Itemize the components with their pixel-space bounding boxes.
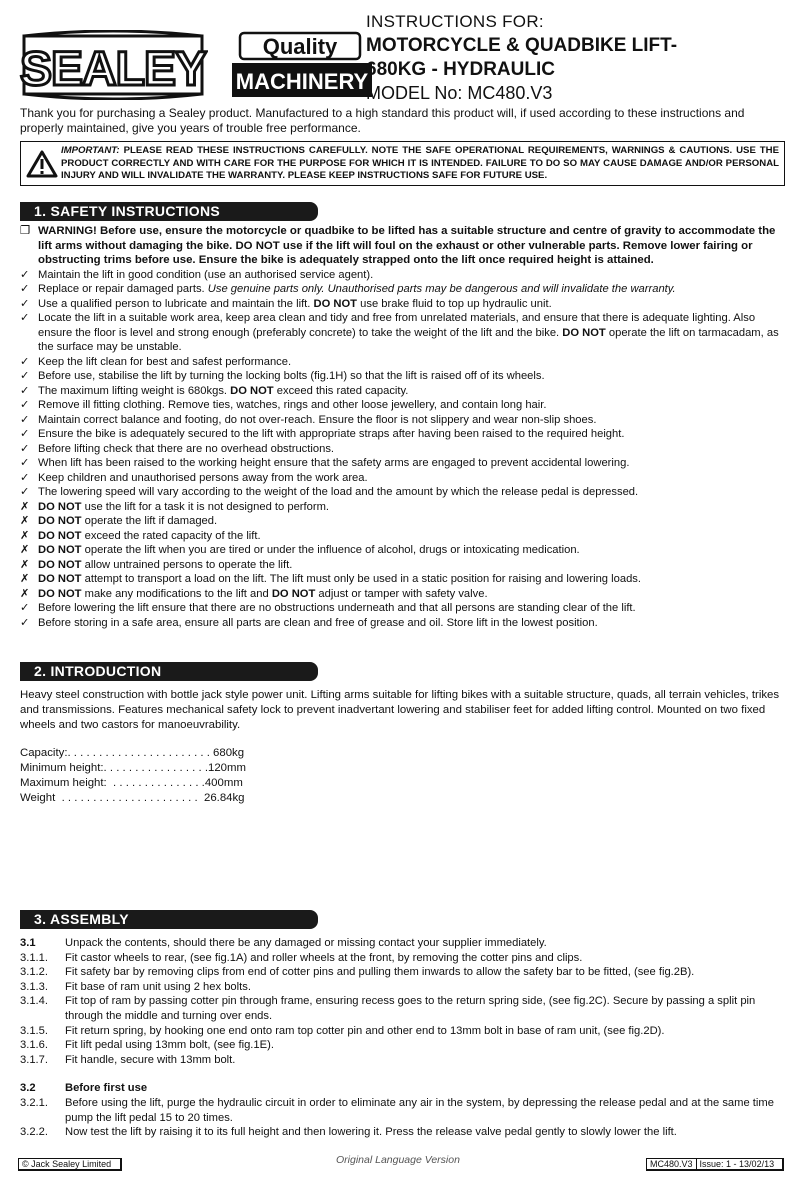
model-issue-box (646, 1158, 784, 1171)
first-use-heading: 3.2 Before first use (20, 1082, 148, 1095)
list-item: ✓ Maintain the lift in good condition (use an authorised service agent). (20, 268, 374, 281)
document-header (18, 10, 798, 105)
list-item: ❐ WARNING! Before use, ensure the motorcycle or quadbike to be lifted has a suitable structure and centre of gravity to accommodate the lift arms without damaging the bike. DO NOT use if the lift will foul on the exhaust or other vulnerable parts. Remove lower fairing or obstructing trims before use. Ensure the bike is adequately strapped onto the lift once required height is attained. (20, 225, 776, 266)
assembly-step: 3.1.1. Fit castor wheels to rear, (see fig.1A) and roller wheels at the front, by removing the cotter pins and clips. (20, 951, 583, 964)
warning-triangle-icon (26, 150, 58, 178)
check-icon: ✓ (20, 442, 30, 455)
assembly-step: 3.2.2. Now test the lift by raising it to its full height and then lowering it. Press the release valve pedal gently to slowly lower the lift. (20, 1126, 677, 1139)
spec-min-height: Minimum height:. . . . . . . . . . . . . . . . .120mm (20, 762, 246, 774)
check-icon: ✓ (20, 471, 30, 484)
list-item: ✗ DO NOT make any modifications to the lift and DO NOT adjust or tamper with safety valve. (20, 587, 488, 600)
quality-machinery-logo (230, 30, 375, 100)
check-icon: ✓ (20, 312, 30, 324)
check-icon: ✓ (20, 297, 30, 310)
list-item: ✓ Before use, stabilise the lift by turning the locking bolts (fig.1H) so that the lift is raised off of its wheels. (20, 370, 545, 382)
copyright: © Jack Sealey Limited (18, 1158, 122, 1171)
spec-capacity: Capacity:. . . . . . . . . . . . . . . . . . . . . . . 680kg (20, 747, 245, 759)
list-item: ✓ Use a qualified person to lubricate and maintain the lift. DO NOT use brake fluid to top up hydraulic unit. (20, 297, 552, 310)
assembly-step: 3.1.6. Fit lift pedal using 13mm bolt, (see fig.1E). (20, 1039, 274, 1052)
important-notice (20, 141, 785, 186)
section-assembly-heading: 3. ASSEMBLY (20, 910, 318, 929)
model-number: MODEL No: MC480.V3 (366, 83, 553, 103)
check-icon: ✓ (20, 283, 30, 295)
footer-model: MC480.V3 (650, 1159, 693, 1169)
assembly-steps (20, 936, 790, 1140)
list-item: ✗ DO NOT allow untrained persons to operate the lift. (20, 558, 293, 571)
list-item: ✓ Before lowering the lift ensure that there are no obstructions underneath and that all persons are standing clear of the lift. (20, 602, 636, 614)
check-icon: ✓ (20, 616, 30, 629)
sealey-logo-text: SEALEY (19, 43, 207, 96)
cross-icon: ✗ (20, 587, 30, 600)
cross-icon: ✗ (20, 500, 30, 513)
important-lead: IMPORTANT: (61, 145, 120, 156)
spec-weight: Weight . . . . . . . . . . . . . . . . . . . . . . 26.84kg (20, 792, 245, 804)
assembly-step: 3.1.2. Fit safety bar by removing clips from end of cotter pins and pulling them inwards to allow the safety bar to be fitted, (see fig.2B). (20, 966, 695, 979)
assembly-step: 3.1.7. Fit handle, secure with 13mm bolt. (20, 1053, 236, 1066)
check-icon: ✓ (20, 602, 30, 614)
list-item: ✓ Ensure the bike is adequately secured to the lift with appropriate straps after having been raised to the required height. (20, 428, 625, 440)
cross-icon: ✗ (20, 558, 30, 571)
list-item: ✗ DO NOT operate the lift when you are tired or under the influence of alcohol, drugs or intoxicating medication. (20, 544, 580, 556)
assembly-step: 3.1.3. Fit base of ram unit using 2 hex bolts. (20, 980, 251, 993)
important-text (61, 145, 779, 183)
check-icon: ✓ (20, 268, 30, 281)
title-block (366, 12, 806, 104)
cross-icon: ✗ (20, 544, 30, 556)
check-icon: ✓ (20, 457, 30, 469)
assembly-step: 3.1.4. Fit top of ram by passing cotter pin through frame, ensuring recess goes to the return spring side, (see fig.2C). Secure by passing a split pin through the middle and turning over ends. (20, 995, 756, 1022)
page-footer (0, 1150, 808, 1174)
intro-paragraph: Thank you for purchasing a Sealey product. Manufactured to a high standard this product will, if used according to these instructions and properly maintained, give you years of trouble free performance. (20, 106, 745, 135)
list-item: ✓ The maximum lifting weight is 680kgs. DO NOT exceed this rated capacity. (20, 384, 409, 397)
list-item: ✗ DO NOT operate the lift if damaged. (20, 515, 218, 527)
list-item: ✓ The lowering speed will vary according to the weight of the load and the amount by which the release pedal is depressed. (20, 486, 639, 498)
spec-max-height: Maximum height: . . . . . . . . . . . . . . .400mm (20, 777, 243, 789)
check-icon: ✓ (20, 384, 30, 397)
product-title-line1: MOTORCYCLE & QUADBIKE LIFT- (366, 35, 678, 56)
instructions-for: INSTRUCTIONS FOR: (366, 12, 544, 31)
assembly-step: 3.1 Unpack the contents, should there be any damaged or missing contact your supplier immediately. (20, 937, 547, 949)
sealey-logo (18, 30, 208, 100)
cross-icon: ✗ (20, 515, 30, 527)
language-version: Original Language Version (336, 1154, 460, 1166)
list-item: ✓ Replace or repair damaged parts. Use genuine parts only. Unauthorised parts may be dangerous and will invalidate the warranty. (20, 283, 676, 295)
check-icon: ✓ (20, 355, 30, 368)
cross-icon: ✗ (20, 573, 30, 585)
list-item: ✓ Before lifting check that there are no overhead obstructions. (20, 442, 335, 455)
check-icon: ✓ (20, 428, 30, 440)
check-icon: ✓ (20, 370, 30, 382)
machinery-logo-text: MACHINERY (235, 69, 369, 94)
product-title-line2: 680KG - HYDRAULIC (366, 59, 555, 80)
list-item: ✓ Remove ill fitting clothing. Remove ties, watches, rings and other loose jewellery, and contain long hair. (20, 399, 547, 411)
safety-list (20, 224, 790, 630)
footer-issue: Issue: 1 - 13/02/13 (696, 1159, 778, 1169)
list-item: ✓ Before storing in a safe area, ensure all parts are clean and free of grease and oil. Store lift in the lowest position. (20, 616, 598, 629)
quality-logo-text: Quality (262, 34, 338, 59)
cross-icon: ✗ (20, 529, 30, 542)
checkbox-icon: ❐ (20, 225, 31, 237)
section-safety-heading: 1. SAFETY INSTRUCTIONS (20, 202, 318, 221)
list-item: ✓ Keep the lift clean for best and safest performance. (20, 355, 292, 368)
check-icon: ✓ (20, 413, 30, 426)
section-introduction-heading: 2. INTRODUCTION (20, 662, 318, 681)
list-item: ✓ Keep children and unauthorised persons away from the work area. (20, 471, 368, 484)
assembly-step: 3.1.5. Fit return spring, by hooking one end onto ram top cotter pin and other end to 13mm bolt in base of ram unit, (see fig.2D). (20, 1024, 665, 1037)
list-item: ✓ Maintain correct balance and footing, do not over-reach. Ensure the floor is not slippery and wear non-slip shoes. (20, 413, 597, 426)
check-icon: ✓ (20, 486, 30, 498)
list-item: ✗ DO NOT use the lift for a task it is not designed to perform. (20, 500, 330, 513)
assembly-step: 3.2.1. Before using the lift, purge the hydraulic circuit in order to eliminate any air in the system, by depressing the release pedal and at the same time pump the lift pedal 15 to 20 times. (20, 1096, 774, 1124)
list-item: ✗ DO NOT attempt to transport a load on the lift. The lift must only be used in a static position for raising and lowering loads. (20, 573, 641, 585)
check-icon: ✓ (20, 399, 30, 411)
specifications (20, 746, 280, 806)
list-item: ✓ Locate the lift in a suitable work area, keep area clean and tidy and free from unrelated materials, and ensure that there is adequate lighting. Also ensure the floor is level and strong enough (preferably concrete) to take the weight of the lift and the bike. DO NOT operate the lift on tarmacadam, as the surface may be unstable. (20, 312, 779, 353)
list-item: ✗ DO NOT exceed the rated capacity of the lift. (20, 529, 261, 542)
introduction-paragraph: Heavy steel construction with bottle jack style power unit. Lifting arms suitable for lifting bikes with a suitable structure, quads, all terrain vehicles, trikes and transmissions. Features mechanical safety lock to prevent inadvertant lowering and stabiliser feet for added lifting control. Mounted on two fixed wheels and two castors for manoeuvrability. (20, 689, 780, 731)
list-item: ✓ When lift has been raised to the working height ensure that the safety arms are engaged to prevent accidental lowering. (20, 457, 630, 469)
important-body: PLEASE READ THESE INSTRUCTIONS CAREFULLY. NOTE THE SAFE OPERATIONAL REQUIREMENTS, WARNINGS & CAUTIONS. USE THE PRODUCT CORRECTLY AND WITH CARE FOR THE PURPOSE FOR WHICH IT IS INTENDED. FAILURE TO DO SO MAY CAUSE DAMAGE AND/OR PERSONAL INJURY AND WILL INVALIDATE THE WARRANTY. PLEASE KEEP INSTRUCTIONS SAFE FOR FUTURE USE. (61, 145, 779, 181)
